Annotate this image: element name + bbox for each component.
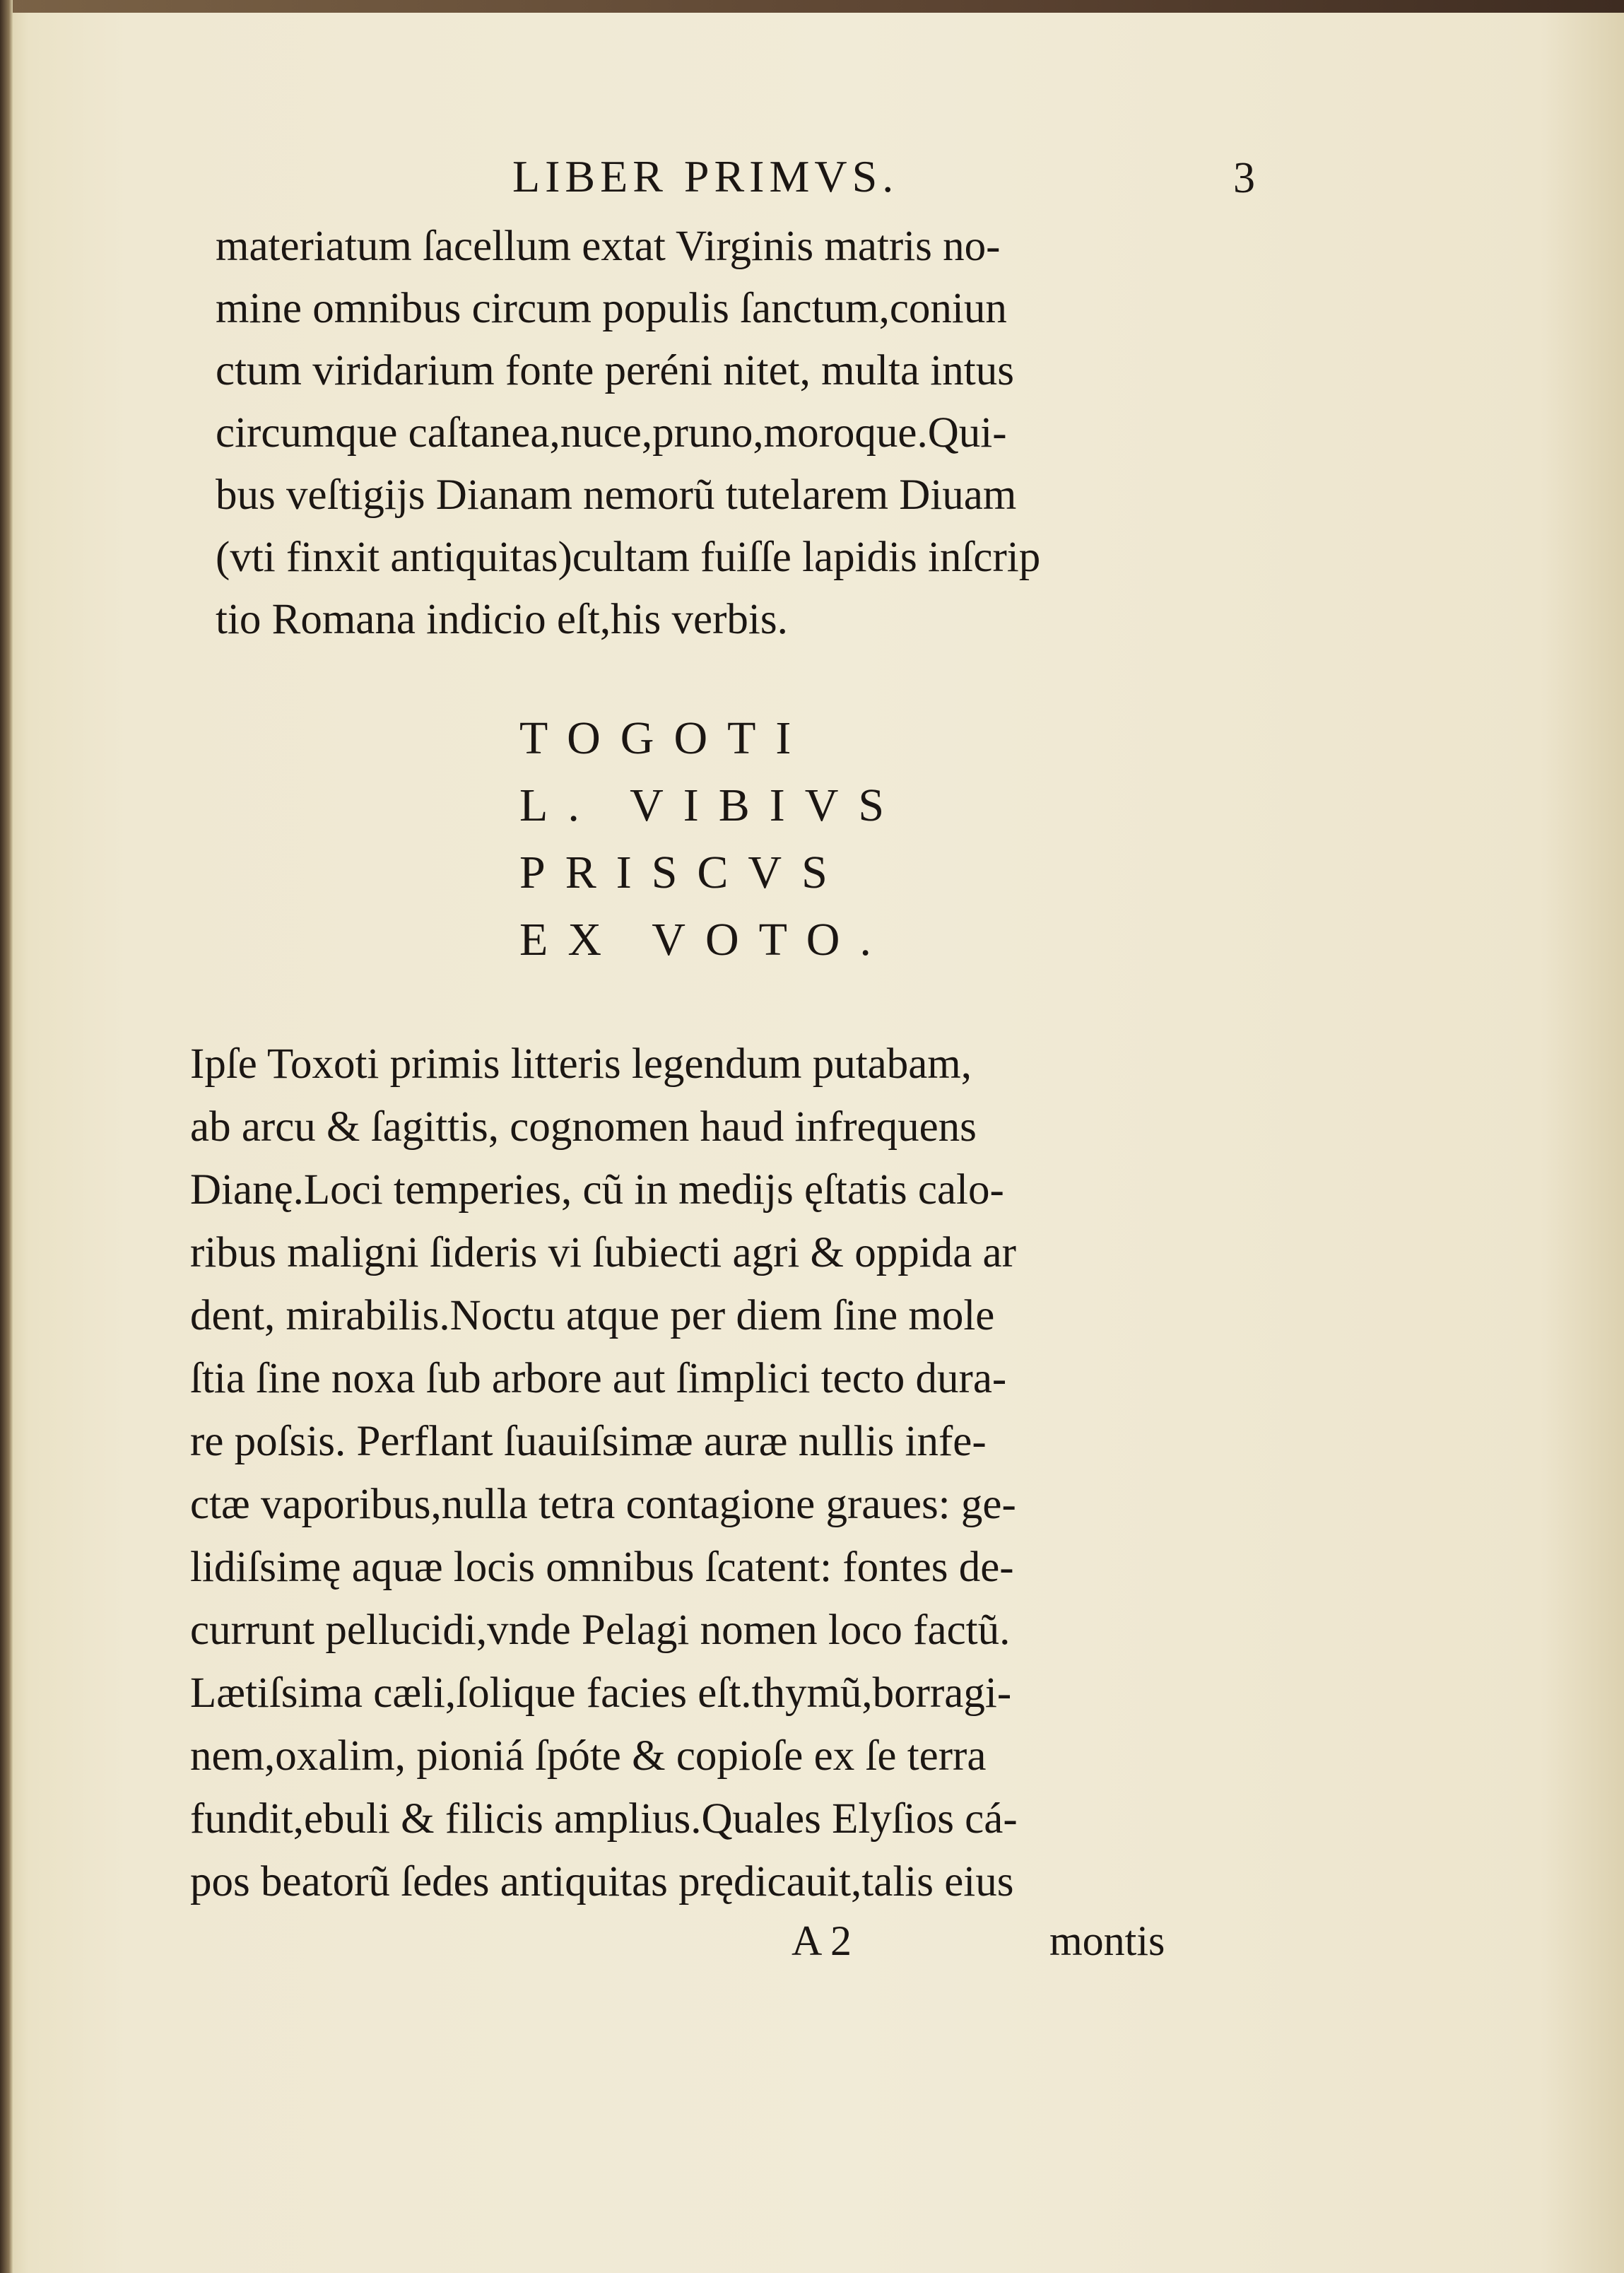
text-line: circumque caſtanea,nuce,pruno,moroque.Qui- [216, 409, 1007, 457]
running-head-title: LIBER PRIMVS. [512, 151, 899, 201]
inscription-line: EX VOTO. [519, 914, 891, 965]
text-line: materiatum ſacellum extat Virginis matris no- [216, 223, 1001, 270]
text-line: Dianę.Loci temperies, cũ in medijs ęſtatis calo- [190, 1166, 1004, 1214]
text-line: pos beatorũ ſedes antiquitas prędicauit,talis eius [190, 1858, 1014, 1905]
text-line: (vti finxit antiquitas)cultam fuiſſe lapidis inſcrip [216, 534, 1041, 581]
text-line: Lætiſsima cæli,ſolique facies eſt.thymũ,borragi- [190, 1669, 1012, 1717]
text-line: dent, mirabilis.Noctu atque per diem ſine mole [190, 1292, 995, 1339]
text-line: nem,oxalim, pioniá ſpóte & copioſe ex ſe terra [190, 1732, 987, 1780]
inscription-line: TOGOTI [519, 712, 811, 764]
text-line: ctæ vaporibus,nulla tetra contagione graues: ge- [190, 1481, 1016, 1528]
text-line: ctum viridarium fonte peréni nitet, multa intus [216, 347, 1014, 394]
signature-mark: A 2 [792, 1917, 852, 1964]
running-head [180, 145, 1269, 216]
text-line: mine omnibus circum populis ſanctum,coniun [216, 285, 1007, 332]
roman-inscription [180, 705, 1269, 973]
text-line: ab arcu & ſagittis, cognomen haud infrequens [190, 1103, 977, 1151]
inscription-line: L. VIBIVS [519, 780, 905, 831]
text-line: re poſsis. Perflant ſuauiſsimæ auræ nullis infe- [190, 1418, 987, 1465]
paragraph-2 [180, 1033, 1269, 1913]
catchword: montis [1049, 1917, 1165, 1964]
book-cover-edge [0, 0, 1624, 13]
text-line: tio Romana indicio eſt,his verbis. [216, 596, 788, 643]
page-number: 3 [1233, 154, 1255, 202]
text-line: Ipſe Toxoti primis litteris legendum putabam, [190, 1040, 972, 1088]
page-footer [180, 1913, 1269, 1984]
text-line: fundit,ebuli & filicis amplius.Quales Elyſios cá- [190, 1795, 1018, 1843]
paragraph-1 [180, 216, 1269, 651]
text-line: bus veſtigijs Dianam nemorũ tutelarem Diuam [216, 471, 1017, 519]
binding-edge [0, 0, 13, 2273]
text-line: ribus maligni ſideris vi ſubiecti agri & oppida ar [190, 1229, 1016, 1276]
text-line: lidiſsimę aquæ locis omnibus ſcatent: fontes de- [190, 1544, 1014, 1591]
inscription-line: PRISCVS [519, 847, 847, 898]
text-block [180, 145, 1269, 1984]
text-line: currunt pellucidi,vnde Pelagi nomen loco factũ. [190, 1607, 1011, 1654]
text-line: ſtia ſine noxa ſub arbore aut ſimplici tecto dura- [190, 1355, 1007, 1402]
